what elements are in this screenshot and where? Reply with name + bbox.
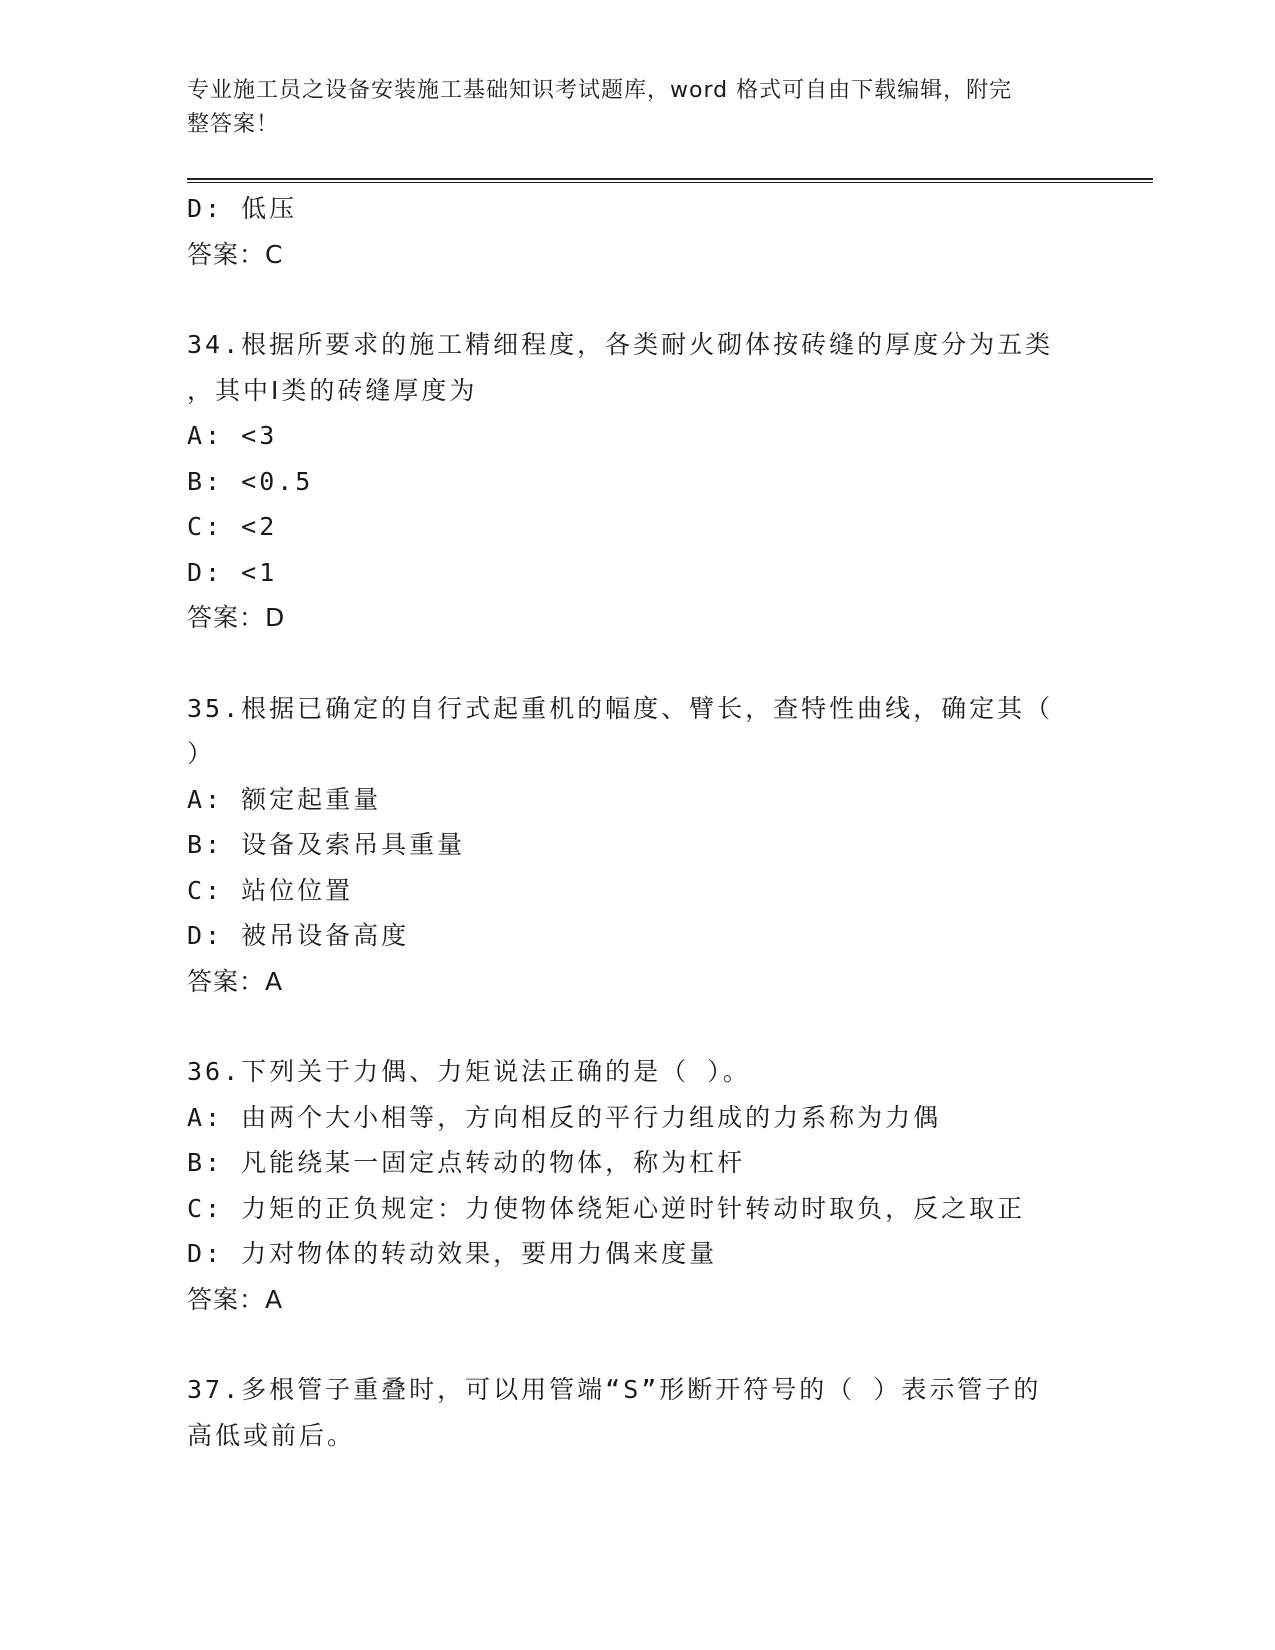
answer: 答案：A — [187, 1284, 284, 1314]
question-list — [187, 186, 1087, 1458]
option-c: C: 站位位置 — [187, 875, 354, 905]
answer: 答案：D — [187, 603, 286, 632]
header-divider-thin — [187, 182, 1153, 183]
option-a: A: <3 — [187, 421, 278, 450]
question-34-stem: 34.根据所要求的施工精细程度，各类耐火砌体按砖缝的厚度分为五类 — [187, 330, 1054, 359]
question-37-stem-cont: 高低或前后。 — [187, 1420, 356, 1450]
option-c: C: <2 — [187, 512, 278, 541]
option-b: B: <0.5 — [187, 466, 314, 496]
option-d: D: 低压 — [187, 194, 298, 223]
answer: 答案：C — [187, 239, 284, 269]
option-c: C: 力矩的正负规定：力使物体绕矩心逆时针转动时取负，反之取正 — [187, 1193, 1026, 1223]
question-34-stem-cont: ，其中Ⅰ类的砖缝厚度为 — [187, 375, 478, 405]
option-d: D: 被吊设备高度 — [187, 921, 410, 950]
option-a: A: 额定起重量 — [187, 784, 382, 814]
header-line-2: 整答案！ — [187, 112, 280, 137]
question-35-stem-cont: ） — [187, 739, 216, 768]
question-37-stem: 37.多根管子重叠时，可以用管端“S”形断开符号的（ ）表示管子的 — [187, 1375, 1042, 1404]
document-header — [187, 74, 1067, 142]
question-35-stem: 35.根据已确定的自行式起重机的幅度、臂长，查特性曲线，确定其（ — [187, 693, 1054, 723]
option-d: D: <1 — [187, 557, 278, 587]
option-a: A: 由两个大小相等，方向相反的平行力组成的力系称为力偶 — [187, 1102, 942, 1132]
answer: 答案：A — [187, 966, 284, 996]
option-b: B: 凡能绕某一固定点转动的物体，称为杠杆 — [187, 1148, 746, 1177]
header-divider — [187, 178, 1153, 180]
header-line-1: 专业施工员之设备安装施工基础知识考试题库，word 格式可自由下载编辑，附完 — [187, 78, 1013, 103]
question-36-stem: 36.下列关于力偶、力矩说法正确的是（ ）。 — [187, 1057, 751, 1086]
option-b: B: 设备及索吊具重量 — [187, 830, 466, 859]
option-d: D: 力对物体的转动效果，要用力偶来度量 — [187, 1239, 718, 1268]
